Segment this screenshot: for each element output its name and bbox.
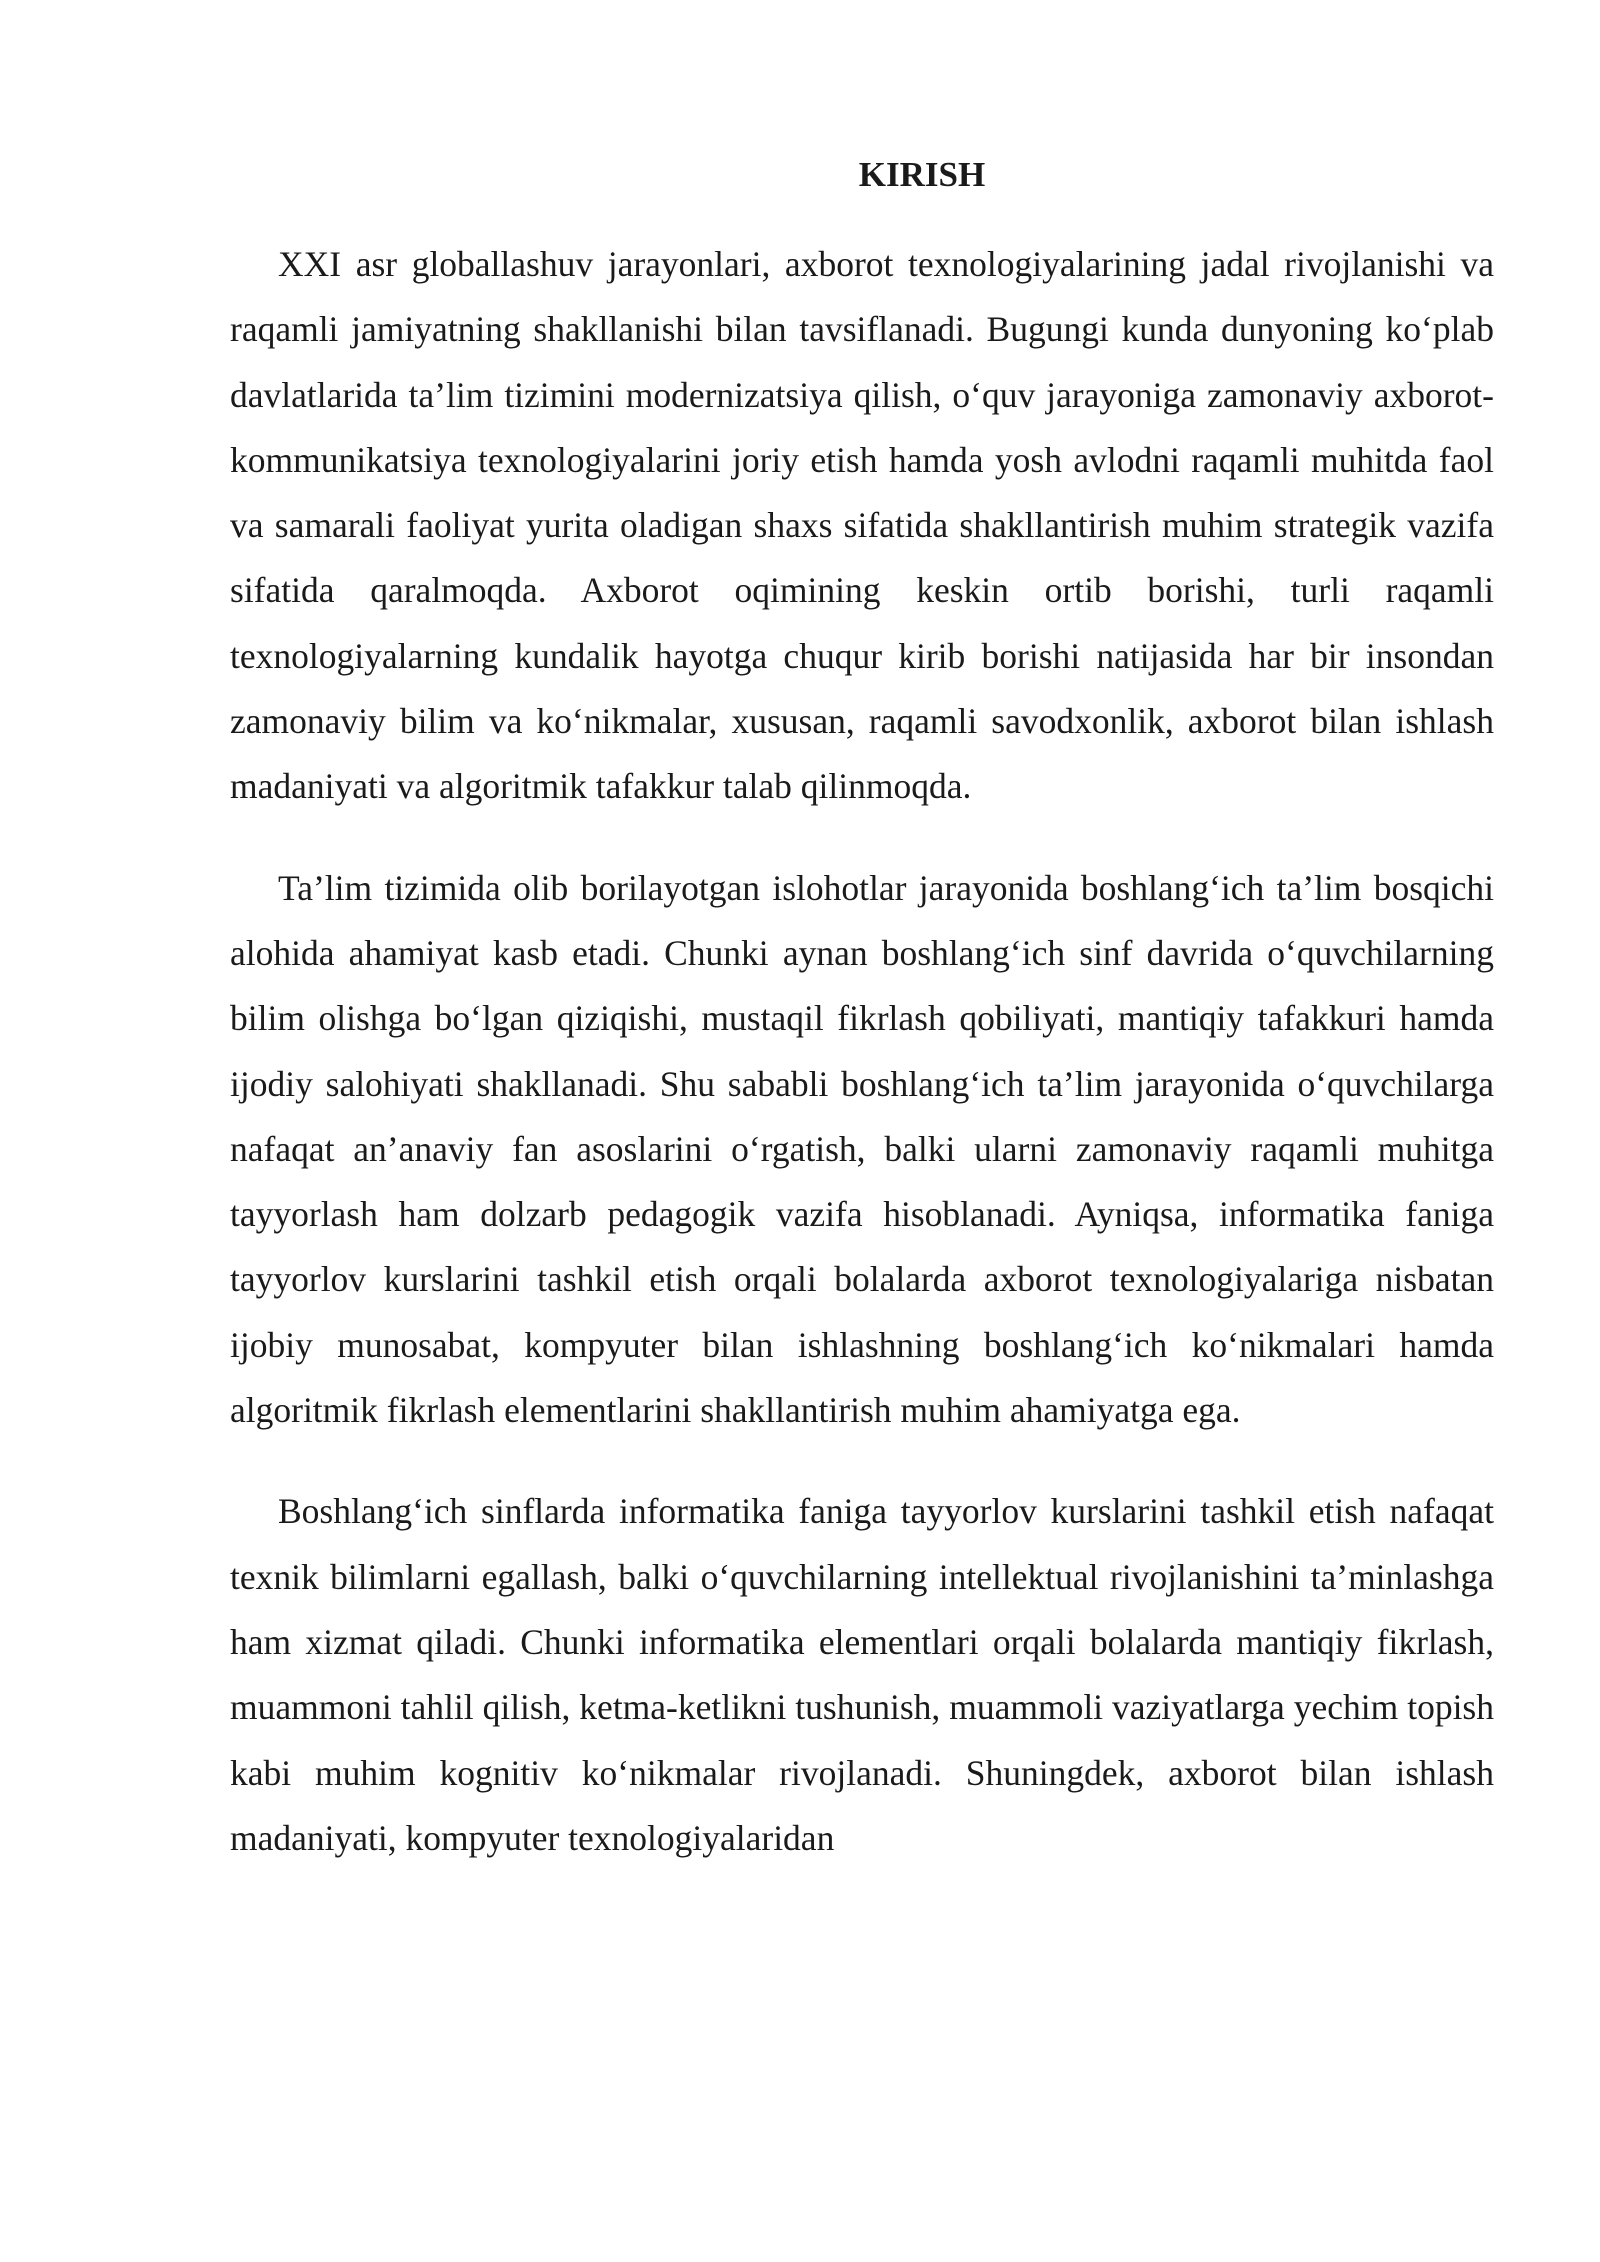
- page-content: [230, 150, 1494, 1871]
- page-title: KIRISH: [858, 155, 986, 194]
- paragraph-3: Boshlang‘ich sinflarda informatika faniga tayyorlov kurslarini tashkil etish nafaqat texnik bilimlarni egallash, balki o‘quvchilarning intellektual rivojlanishini ta’minlashga ham xizmat qiladi. Chunki informatika elementlari orqali bolalarda mantiqiy fikrlash, muammoni tahlil qilish, ketma-ketlikni tushunish, muammoli vaziyatlarga yechim topish kabi muhim kognitiv ko‘nikmalar rivojlanadi. Shuningdek, axborot bilan ishlash madaniyati, kompyuter texnologiyalaridan: [230, 1491, 1494, 1858]
- paragraph-2: Ta’lim tizimida olib borilayotgan islohotlar jarayonida boshlang‘ich ta’lim bosqichi alohida ahamiyat kasb etadi. Chunki aynan boshlang‘ich sinf davrida o‘quvchilarning bilim olishga bo‘lgan qiziqishi, mustaqil fikrlash qobiliyati, mantiqiy tafakkuri hamda ijodiy salohiyati shakllanadi. Shu sababli boshlang‘ich ta’lim jarayonida o‘quvchilarga nafaqat an’anaviy fan asoslarini o‘rgatish, balki ularni zamonaviy raqamli muhitga tayyorlash ham dolzarb pedagogik vazifa hisoblanadi. Ayniqsa, informatika faniga tayyorlov kurslarini tashkil etish orqali bolalarda axborot texnologiyalariga nisbatan ijobiy munosabat, kompyuter bilan ishlashning boshlang‘ich ko‘nikmalari hamda algoritmik fikrlash elementlarini shakllantirish muhim ahamiyatga ega.: [230, 867, 1494, 1431]
- paragraph-1: XXI asr globallashuv jarayonlari, axborot texnologiyalarining jadal rivojlanishi va raqamli jamiyatning shakllanishi bilan tavsiflanadi. Bugungi kunda dunyoning ko‘plab davlatlarida ta’lim tizimini modernizatsiya qilish, o‘quv jarayoniga zamonaviy axborot-kommunikatsiya texnologiyalarini joriy etish hamda yosh avlodni raqamli muhitda faol va samarali faoliyat yurita oladigan shaxs sifatida shakllantirish muhim strategik vazifa sifatida qaralmoqda. Axborot oqimining keskin ortib borishi, turli raqamli texnologiyalarning kundalik hayotga chuqur kirib borishi natijasida har bir insondan zamonaviy bilim va ko‘nikmalar, xususan, raqamli savodxonlik, axborot bilan ishlash madaniyati va algoritmik tafakkur talab qilinmoqda.: [230, 244, 1494, 807]
